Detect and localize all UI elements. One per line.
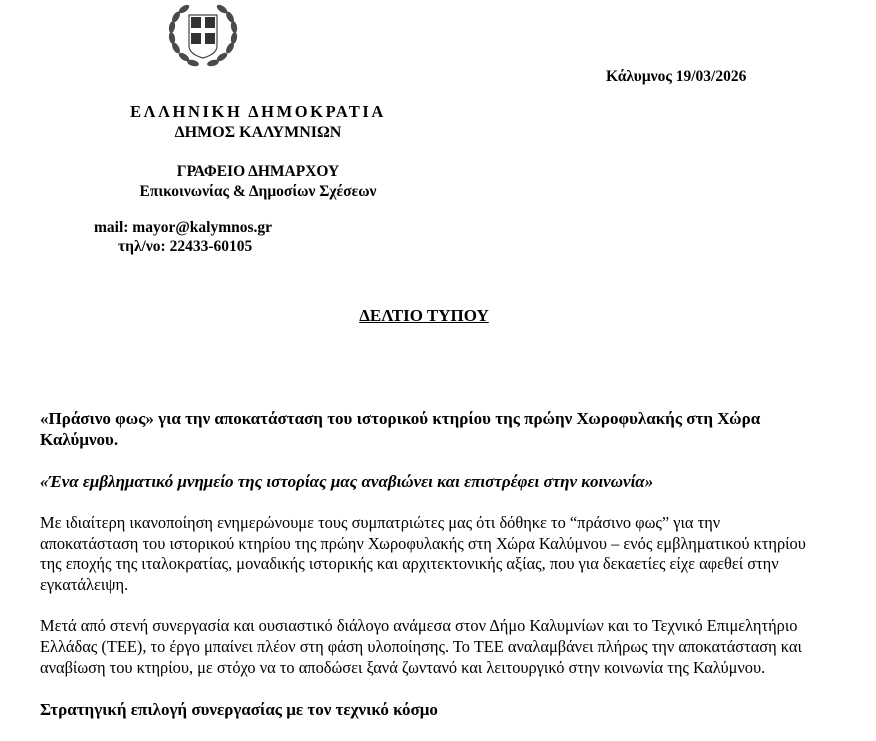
document-body (40, 408, 820, 720)
contact-email: mail: mayor@kalymnos.gr (94, 219, 273, 236)
office-heading: ΓΡΑΦΕΙΟ ΔΗΜΑΡΧΟΥ (176, 163, 340, 180)
body-paragraph: Μετά από στενή συνεργασία και ουσιαστικό διάλογο ανάμεσα στον Δήμο Καλυμνίων και το Τεχνικό Επιμελητήριο Ελλάδας (ΤΕΕ), το έργο μπαίνει πλέον στη φάση υλοποίησης. Το ΤΕΕ αναλαμβάνει πλήρως την αποκατάσταση και αναβίωση του κτηρίου, με στόχο να το αποδώσει ξανά ζωντανό και λειτουργικό στην κοινωνία της Καλύμνου. (40, 616, 802, 677)
department-heading: Επικοινωνίας & Δημοσίων Σχέσεων (139, 183, 377, 200)
body-paragraph: Με ιδιαίτερη ικανοποίηση ενημερώνουμε τους συμπατριώτες μας ότι δόθηκε το “πράσινο φως” για την αποκατάσταση του ιστορικού κτηρίου της πρώην Χωροφυλακής στη Χώρα Καλύμνου – ενός εμβληματικού κτηρίου της εποχής της ιταλοκρατίας, μοναδικής ιστορικής και αρχιτεκτονικής αξίας, που για δεκαετίες είχε αφεθεί στην εγκατάλειψη. (40, 513, 806, 594)
republic-heading: ΕΛΛΗΝΙΚΗ ΔΗΜΟΚΡΑΤΙΑ (130, 102, 386, 121)
date-line: Κάλυμνος 19/03/2026 (606, 68, 747, 85)
headline: «Πράσινο φως» για την αποκατάσταση του ιστορικού κτηρίου της πρώην Χωροφυλακής στη Χώρα Καλύμνου. (40, 409, 761, 449)
contact-phone: τηλ/νο: 22433-60105 (118, 238, 253, 255)
greek-state-emblem-icon (166, 2, 240, 70)
press-release-title: ΔΕΛΤΙΟ ΤΥΠΟΥ (359, 306, 489, 325)
subtitle: «Ένα εμβληματικό μνημείο της ιστορίας μας αναβιώνει και επιστρέφει στην κοινωνία» (40, 472, 654, 491)
section-heading: Στρατηγική επιλογή συνεργασίας με τον τεχνικό κόσμο (40, 700, 438, 720)
municipality-heading: ΔΗΜΟΣ ΚΑΛΥΜΝΙΩΝ (174, 124, 342, 141)
